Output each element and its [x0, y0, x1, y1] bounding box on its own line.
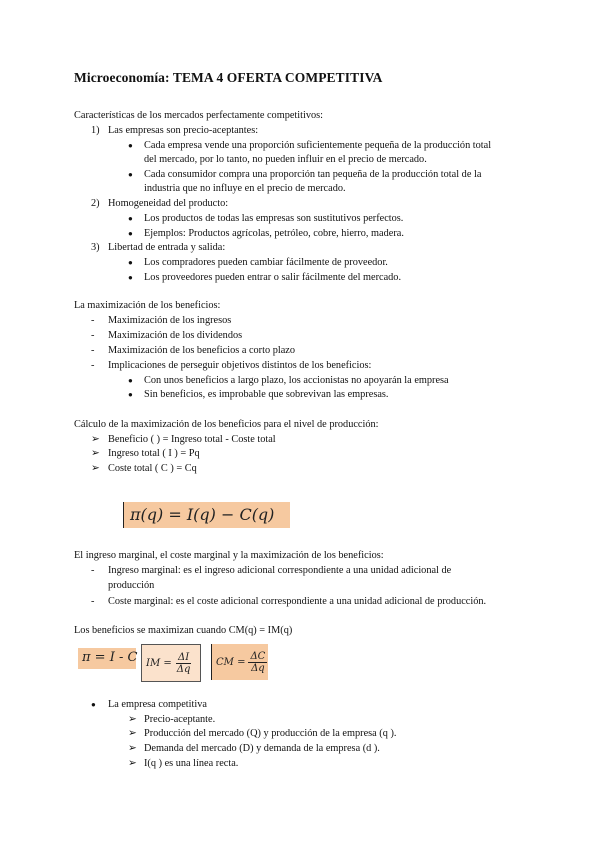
formula-cm-lhs: CM =	[216, 657, 246, 668]
dash-marker: -	[91, 315, 95, 326]
page-title: Microeconomía: TEMA 4 OFERTA COMPETITIVA	[74, 70, 383, 85]
formula-box	[141, 644, 201, 682]
list-item: Homogeneidad del producto:	[108, 198, 229, 209]
list-item: Maximización de los beneficios a corto plazo	[108, 345, 295, 356]
list-item: Las empresas son precio-aceptantes:	[108, 125, 259, 136]
section-heading: Cálculo de la maximización de los beneficios para el nivel de producción:	[74, 419, 379, 430]
arrow-marker: ➢	[91, 463, 100, 474]
list-item: Producción del mercado (Q) y producción de la empresa (q ).	[144, 728, 397, 739]
dash-marker: -	[91, 330, 95, 341]
list-number: 3)	[91, 242, 100, 253]
list-item: La empresa competitiva	[108, 699, 207, 710]
arrow-marker: ➢	[128, 714, 137, 725]
list-number: 1)	[91, 125, 100, 136]
bullet-marker: ●	[128, 376, 133, 385]
list-item: Con unos beneficios a largo plazo, los accionistas no apoyarán la empresa	[144, 375, 449, 386]
list-item: Ejemplos: Productos agrícolas, petróleo, cobre, hierro, madera.	[144, 228, 404, 239]
bullet-marker: ●	[128, 273, 133, 282]
bullet-marker: ●	[128, 141, 133, 150]
list-item: Demanda del mercado (D) y demanda de la empresa (d ).	[144, 743, 380, 754]
arrow-marker: ➢	[91, 434, 100, 445]
list-item: del mercado, por lo tanto, no pueden influir en el precio de mercado.	[144, 154, 427, 165]
list-item: Ingreso marginal: es el ingreso adicional correspondiente a una unidad adicional de	[108, 565, 452, 576]
list-item: Cada consumidor compra una proporción tan pequeña de la producción total de la	[144, 169, 482, 180]
formula-profit: π(q) = I(q) − C(q)	[130, 505, 275, 524]
formula-im-den: Δq	[176, 664, 191, 675]
list-item: producción	[108, 580, 155, 591]
dash-marker: -	[91, 565, 95, 576]
section-heading: El ingreso marginal, el coste marginal y la maximización de los beneficios:	[74, 550, 384, 561]
list-item: Implicaciones de perseguir objetivos distintos de los beneficios:	[108, 360, 372, 371]
bullet-marker: ●	[128, 170, 133, 179]
dash-marker: -	[91, 345, 95, 356]
arrow-marker: ➢	[128, 728, 137, 739]
list-number: 2)	[91, 198, 100, 209]
formula-pi: π = I - C	[82, 650, 138, 665]
formula-cm-num: ΔC	[250, 651, 266, 662]
formula-box	[78, 648, 136, 669]
list-item: industria que no influye en el precio de mercado.	[144, 183, 346, 194]
bullet-marker: ●	[128, 229, 133, 238]
list-item: Los proveedores pueden entrar o salir fácilmente del mercado.	[144, 272, 402, 283]
bullet-marker: ●	[128, 258, 133, 267]
list-item: Maximización de los dividendos	[108, 330, 243, 341]
section-heading: Los beneficios se maximizan cuando CM(q) = IM(q)	[74, 625, 293, 636]
list-item: Ingreso total ( I ) = Pq	[108, 448, 200, 459]
formula-box	[211, 644, 268, 680]
section-heading: La maximización de los beneficios:	[74, 300, 221, 311]
list-item: Coste total ( C ) = Cq	[108, 463, 197, 474]
list-item: Cada empresa vende una proporción suficientemente pequeña de la producción total	[144, 140, 492, 151]
list-item: Los productos de todas las empresas son sustitutivos perfectos.	[144, 213, 404, 224]
list-item: Precio-aceptante.	[144, 714, 216, 725]
formula-im-num: ΔI	[177, 652, 190, 663]
formula-im-lhs: IM =	[146, 658, 172, 669]
section-heading: Características de los mercados perfectamente competitivos:	[74, 110, 324, 121]
bullet-marker: ●	[128, 214, 133, 223]
list-item: Maximización de los ingresos	[108, 315, 232, 326]
arrow-marker: ➢	[128, 743, 137, 754]
list-item: Los compradores pueden cambiar fácilmente de proveedor.	[144, 257, 388, 268]
list-item: Libertad de entrada y salida:	[108, 242, 226, 253]
arrow-marker: ➢	[128, 758, 137, 769]
dash-marker: -	[91, 360, 95, 371]
arrow-marker: ➢	[91, 448, 100, 459]
list-item: Sin beneficios, es improbable que sobrevivan las empresas.	[144, 389, 389, 400]
dash-marker: -	[91, 596, 95, 607]
bullet-marker: ●	[91, 700, 96, 709]
formula-cm-den: Δq	[251, 663, 265, 674]
list-item: I(q ) es una línea recta.	[144, 758, 239, 769]
bullet-marker: ●	[128, 390, 133, 399]
list-item: Beneficio ( ) = Ingreso total - Coste total	[108, 434, 276, 445]
list-item: Coste marginal: es el coste adicional correspondiente a una unidad adicional de producción.	[108, 596, 487, 607]
formula-profit-box	[123, 502, 290, 528]
